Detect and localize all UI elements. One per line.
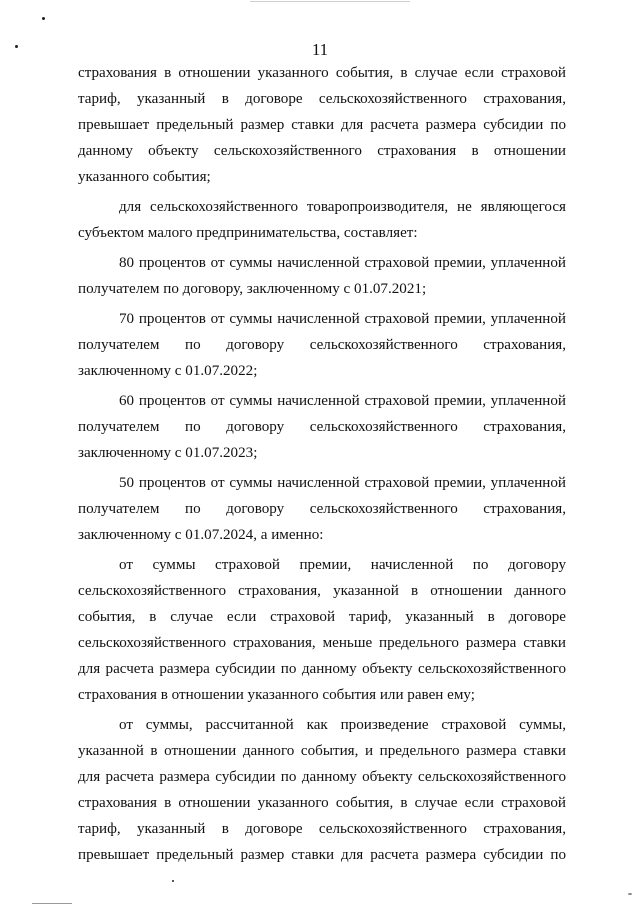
scan-speck — [172, 880, 174, 882]
text-line: от суммы, рассчитанной как произведение страховой суммы, — [119, 717, 566, 733]
text-line: сельскохозяйственного страхования, меньше предельного размера ставки — [78, 635, 566, 651]
text-line: тариф, указанный в договоре сельскохозяйственного страхования, — [78, 91, 566, 107]
text-line: получателем по договору, заключенному с 01.07.2021; — [78, 281, 427, 297]
paragraph — [78, 388, 566, 466]
text-line: тариф, указанный в договоре сельскохозяйственного страхования, — [78, 821, 566, 837]
text-line: для расчета размера субсидии по данному объекту сельскохозяйственного — [78, 769, 566, 785]
paragraph — [78, 250, 566, 302]
text-line: страхования в отношении указанного события, в случае если страховой — [78, 795, 566, 811]
page-number: 11 — [311, 40, 329, 59]
text-line: 60 процентов от суммы начисленной страховой премии, уплаченной — [119, 393, 566, 409]
text-line: субъектом малого предпринимательства, составляет: — [78, 225, 418, 241]
text-line: указанной в отношении данного события, и предельного размера ставки — [78, 743, 566, 759]
scan-edge-line — [32, 903, 72, 904]
text-line: события, в случае если страховой тариф, указанный в договоре — [78, 609, 566, 625]
text-line: 70 процентов от суммы начисленной страховой премии, уплаченной — [119, 311, 566, 327]
paragraph — [78, 306, 566, 384]
scan-speck — [628, 893, 632, 895]
text-line: получателем по договору сельскохозяйственного страхования, — [78, 501, 566, 517]
text-line: 80 процентов от суммы начисленной страховой премии, уплаченной — [119, 255, 566, 271]
text-line: заключенному с 01.07.2024, а именно: — [78, 527, 324, 543]
text-line: страхования в отношении указанного события, в случае если страховой — [78, 65, 566, 81]
text-line: заключенному с 01.07.2023; — [78, 445, 258, 461]
text-line: заключенному с 01.07.2022; — [78, 363, 258, 379]
paragraph — [78, 552, 566, 708]
text-line: превышает предельный размер ставки для расчета размера субсидии по — [78, 117, 566, 133]
text-line: от суммы страховой премии, начисленной по договору — [119, 557, 566, 573]
text-line: получателем по договору сельскохозяйственного страхования, — [78, 337, 566, 353]
text-line: для сельскохозяйственного товаропроизводителя, не являющегося — [119, 199, 566, 215]
document-body — [78, 60, 566, 868]
paragraph — [78, 470, 566, 548]
paragraph — [78, 712, 566, 868]
paragraph — [78, 60, 566, 190]
paragraph — [78, 194, 566, 246]
text-line: получателем по договору сельскохозяйственного страхования, — [78, 419, 566, 435]
text-line: сельскохозяйственного страхования, указанной в отношении данного — [78, 583, 566, 599]
text-line: страхования в отношении указанного события или равен ему; — [78, 687, 475, 703]
text-line: для расчета размера субсидии по данному объекту сельскохозяйственного — [78, 661, 566, 677]
scan-speck — [42, 17, 45, 20]
scan-edge-line — [250, 1, 410, 2]
text-line: указанного события; — [78, 169, 211, 185]
text-line: превышает предельный размер ставки для расчета размера субсидии по — [78, 847, 566, 863]
text-line: данному объекту сельскохозяйственного страхования в отношении — [78, 143, 566, 159]
text-line: 50 процентов от суммы начисленной страховой премии, уплаченной — [119, 475, 566, 491]
